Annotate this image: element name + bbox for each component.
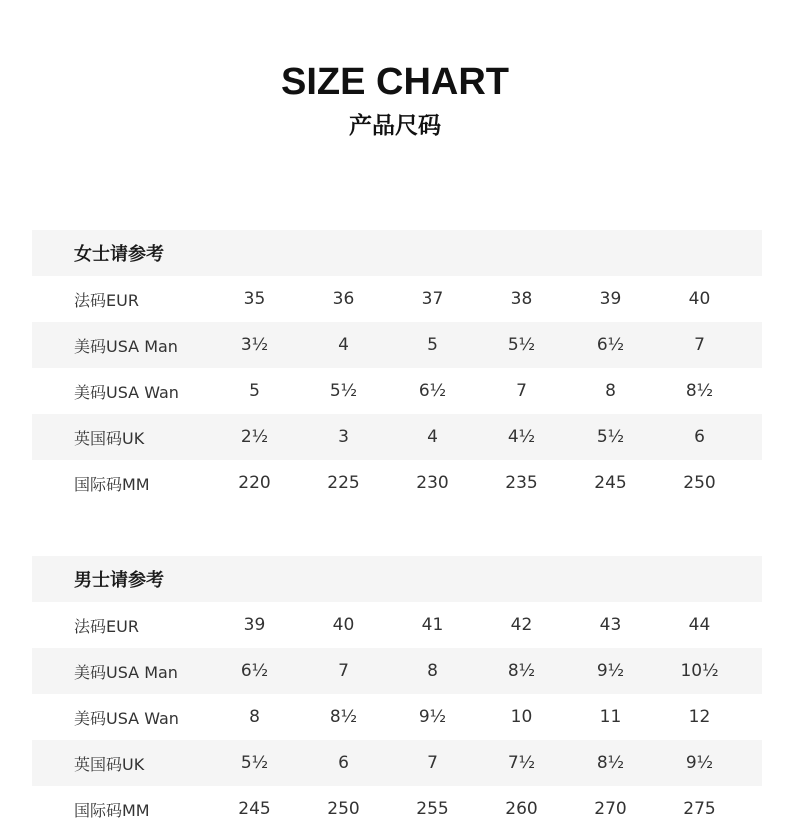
- size-cell: 8: [605, 381, 616, 401]
- table-row-mm: [32, 460, 762, 506]
- size-cell: 250: [327, 799, 360, 819]
- size-cell: 220: [238, 473, 271, 493]
- size-cell: 8: [427, 661, 438, 681]
- row-label: 英国码UK: [74, 754, 145, 774]
- size-cell: 39: [599, 289, 622, 309]
- table-row-eur: [32, 276, 762, 322]
- size-cell: 43: [599, 615, 622, 635]
- women-table-heading: 女士请参考: [74, 244, 164, 265]
- size-cell: 5: [427, 335, 438, 355]
- table-row-uk: [32, 414, 762, 460]
- table-row-usa-wan: [32, 694, 762, 740]
- size-cell: 40: [688, 289, 711, 309]
- size-cell: 2½: [240, 427, 269, 447]
- size-cell: 5½: [329, 381, 358, 401]
- size-cell: 6½: [240, 661, 269, 681]
- row-label: 法码EUR: [74, 616, 139, 636]
- size-cell: 7: [338, 661, 349, 681]
- size-cell: 270: [594, 799, 627, 819]
- size-cell: 44: [688, 615, 711, 635]
- size-cell: 230: [416, 473, 449, 493]
- table-row-usa-wan: [32, 368, 762, 414]
- size-cell: 4½: [507, 427, 536, 447]
- row-label: 美码USA Man: [74, 336, 178, 356]
- size-cell: 6½: [596, 335, 625, 355]
- size-cell: 260: [505, 799, 538, 819]
- men-table-heading: 男士请参考: [74, 570, 164, 591]
- size-cell: 245: [594, 473, 627, 493]
- page-subtitle: 产品尺码: [349, 113, 441, 139]
- row-label: 国际码MM: [74, 474, 150, 494]
- size-cell: 7: [694, 335, 705, 355]
- size-cell: 235: [505, 473, 538, 493]
- size-cell: 8: [249, 707, 260, 727]
- size-cell: 6½: [418, 381, 447, 401]
- size-cell: 37: [421, 289, 444, 309]
- table-row-usa-man: [32, 648, 762, 694]
- size-cell: 10½: [680, 661, 719, 681]
- size-cell: 39: [243, 615, 266, 635]
- women-table-header: [32, 230, 762, 276]
- size-cell: 36: [332, 289, 355, 309]
- size-cell: 35: [243, 289, 266, 309]
- size-cell: 5½: [507, 335, 536, 355]
- size-cell: 275: [683, 799, 716, 819]
- row-label: 美码USA Man: [74, 662, 178, 682]
- men-table-header: [32, 556, 762, 602]
- size-cell: 8½: [507, 661, 536, 681]
- size-cell: 12: [688, 707, 711, 727]
- size-cell: 255: [416, 799, 449, 819]
- size-cell: 40: [332, 615, 355, 635]
- size-cell: 42: [510, 615, 533, 635]
- row-label: 美码USA Wan: [74, 382, 179, 402]
- size-cell: 8½: [596, 753, 625, 773]
- size-cell: 9½: [418, 707, 447, 727]
- size-cell: 250: [683, 473, 716, 493]
- row-label: 英国码UK: [74, 428, 145, 448]
- size-cell: 3: [338, 427, 349, 447]
- size-cell: 9½: [685, 753, 714, 773]
- size-cell: 5½: [596, 427, 625, 447]
- size-cell: 245: [238, 799, 271, 819]
- size-cell: 10: [510, 707, 533, 727]
- men-size-table: [32, 556, 762, 832]
- table-row-usa-man: [32, 322, 762, 368]
- size-cell: 7: [516, 381, 527, 401]
- size-cell: 8½: [685, 381, 714, 401]
- size-cell: 7½: [507, 753, 536, 773]
- table-row-uk: [32, 740, 762, 786]
- size-cell: 6: [338, 753, 349, 773]
- size-cell: 11: [599, 707, 622, 727]
- size-cell: 4: [338, 335, 349, 355]
- table-row-eur: [32, 602, 762, 648]
- size-cell: 5: [249, 381, 260, 401]
- size-cell: 41: [421, 615, 444, 635]
- table-row-mm: [32, 786, 762, 832]
- size-cell: 5½: [240, 753, 269, 773]
- size-cell: 9½: [596, 661, 625, 681]
- size-cell: 3½: [240, 335, 269, 355]
- size-cell: 4: [427, 427, 438, 447]
- size-cell: 8½: [329, 707, 358, 727]
- row-label: 美码USA Wan: [74, 708, 179, 728]
- row-label: 法码EUR: [74, 290, 139, 310]
- size-cell: 225: [327, 473, 360, 493]
- size-cell: 7: [427, 753, 438, 773]
- size-cell: 6: [694, 427, 705, 447]
- row-label: 国际码MM: [74, 800, 150, 820]
- women-size-table: [32, 230, 762, 506]
- size-cell: 38: [510, 289, 533, 309]
- page-title: SIZE CHART: [281, 61, 509, 103]
